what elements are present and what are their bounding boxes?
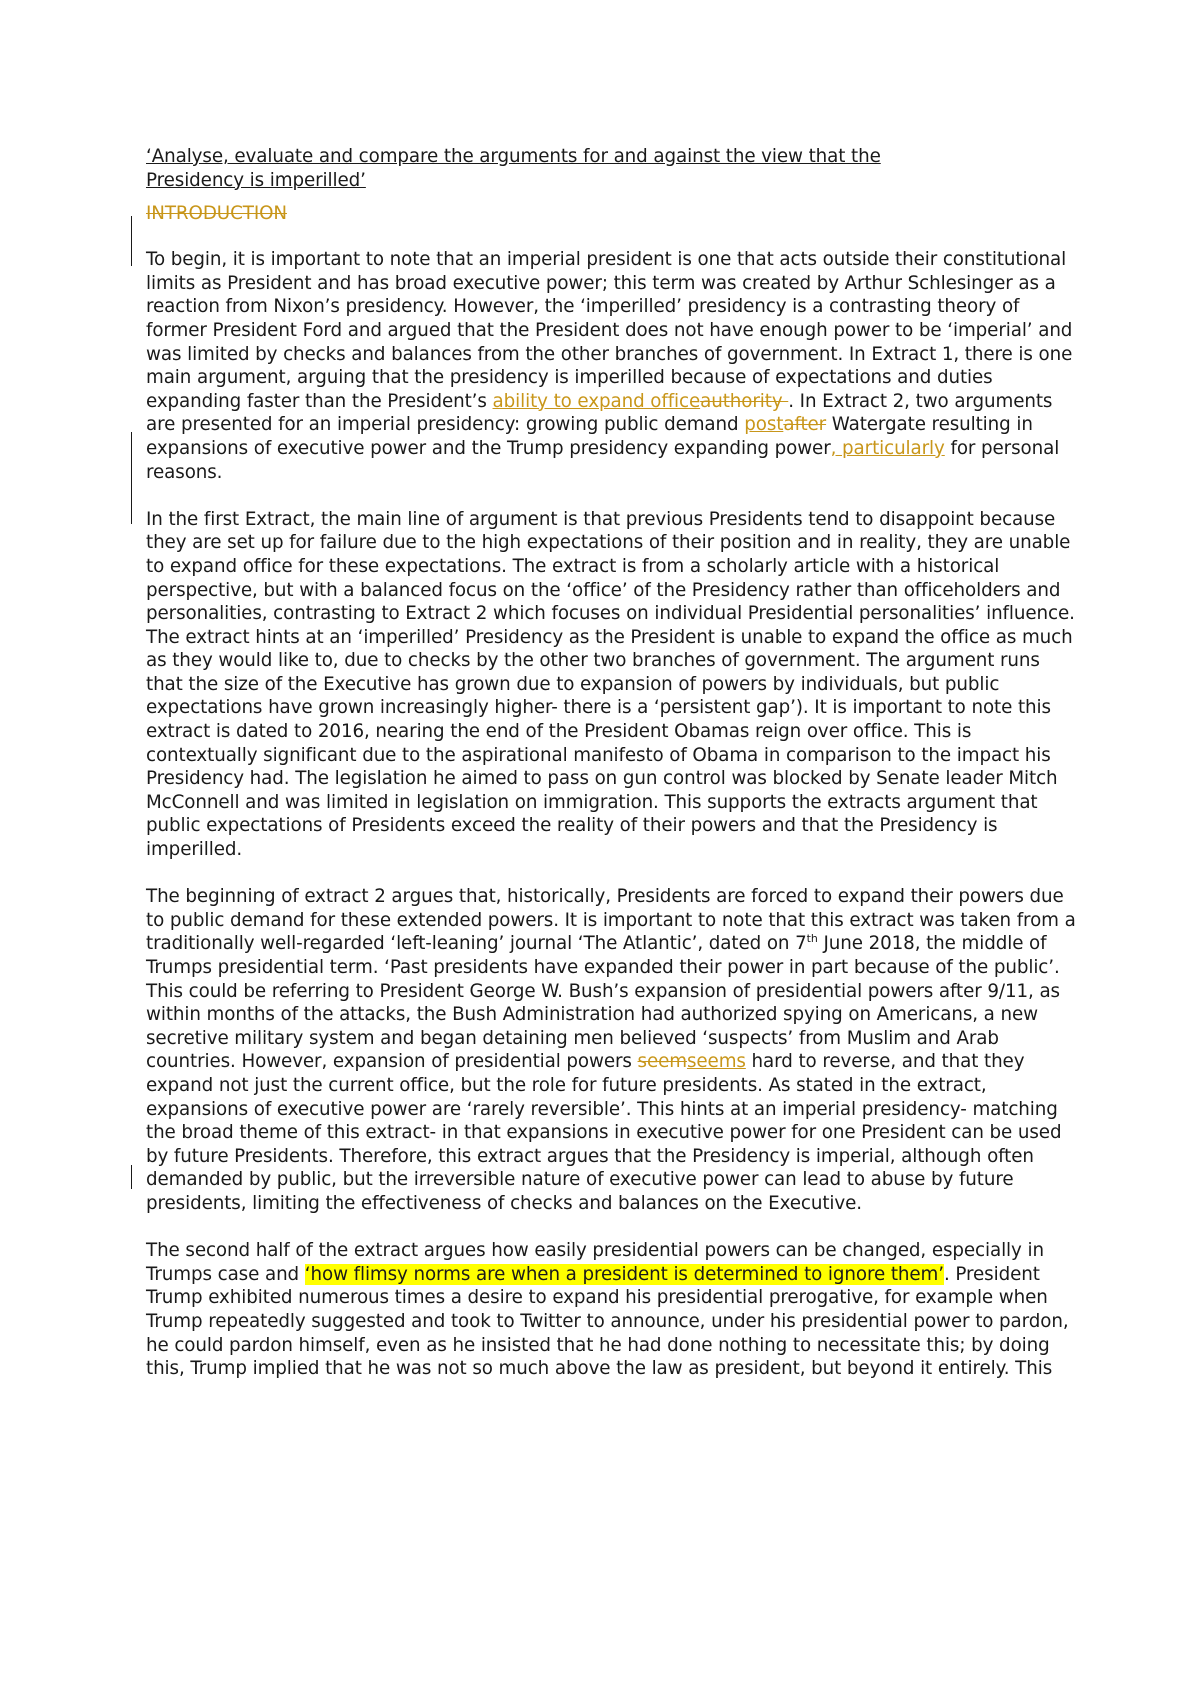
tracked-deletion: seem [637,1051,687,1073]
highlighted-quote: ‘how flimsy norms are when a president is determined to ignore them’ [304,1263,944,1285]
paragraph-extract-2-second-half: The second half of the extract argues how easily presidential powers can be changed, especially in Trumps case and ‘how flimsy norms are when a president is determined to ignore them’. President Trump exhibited numerous times a desire to expand his presidential prerogative, for example when Trump repeatedly suggested and took to Twitter to announce, under his presidential power to pardon, he could pardon himself, even as he insisted that he had done nothing to necessitate this; by doing this, Trump implied that he was not so much above the law as president, but beyond it entirely. This [146,1240,1069,1380]
tracked-insertion: seems [686,1051,746,1073]
tracked-deletion: after [783,414,827,436]
tracked-insertion: post [744,414,784,436]
change-bar-para3 [131,1165,132,1189]
deleted-heading: INTRODUCTION [146,203,287,225]
change-bar-heading [131,216,132,266]
essay-title [146,145,1076,192]
tracked-insertion: , particularly [830,437,945,459]
paragraph-introduction: To begin, it is important to note that an imperial president is one that acts outside their constitutional limits as President and has broad executive power; this term was created by Arthur Schlesinger as a reaction from Nixon’s presidency. However, the ‘imperilled’ presidency is a contrasting theory of former President Ford and argued that the President does not have enough power to be ‘imperial’ and was limited by checks and balances from the other branches of government. In Extract 1, there is one main argument, arguing that the presidency is imperilled because of expectations and duties expanding faster than the President’s ability to expand officeauthority . In Extract 2, two arguments are presented for an imperial presidency: growing public demand postafter Watergate resulting in expansions of executive power and the Trump presidency expanding power, particularly for personal reasons. [146,249,1073,483]
tracked-insertion: ability to expand office [492,390,701,412]
title-line-1: ‘Analyse, evaluate and compare the arguments for and against the view that the [146,146,881,167]
document-body [146,145,1076,1381]
paragraph-extract-2: The beginning of extract 2 argues that, historically, Presidents are forced to expand their powers due to public demand for these extended powers. It is important to note that this extract was taken from a traditionally well-regarded ‘left-leaning’ journal ‘The Atlantic’, dated on 7th June 2018, the middle of Trumps presidential term. ‘Past presidents have expanded their power in part because of the public’. This could be referring to President George W. Bush’s expansion of presidential powers after 9/11, as within months of the attacks, the Bush Administration had authorized spying on Americans, a new secretive military system and began detaining men believed ‘suspects’ from Muslim and Arab countries. However, expansion of presidential powers seemseems hard to reverse, and that they expand not just the current office, but the role for future presidents. As stated in the extract, expansions of executive power are ‘rarely reversible’. This hints at an imperial presidency- matching the broad theme of this extract- in that expansions in executive power for one President can be used by future Presidents. Therefore, this extract argues that the Presidency is imperial, although often demanded by public, but the irreversible nature of executive power can lead to abuse by future presidents, limiting the effectiveness of checks and balances on the Executive. [146,886,1076,1214]
tracked-deletion: authority [700,390,789,412]
paragraph-extract-1: In the first Extract, the main line of argument is that previous Presidents tend to disappoint because they are set up for failure due to the high expectations of their position and in reality, they are unable to expand office for these expectations. The extract is from a scholarly article with a historical perspective, but with a balanced focus on the ‘office’ of the Presidency rather than officeholders and personalities, contrasting to Extract 2 which focuses on individual Presidential personalities’ influence. The extract hints at an ‘imperilled’ Presidency as the President is unable to expand the office as much as they would like to, due to checks by the other two branches of government. The argument runs that the size of the Executive has grown due to expansion of powers by individuals, but public expectations have grown increasingly higher- there is a ‘persistent gap’). It is important to note this extract is dated to 2016, nearing the end of the President Obamas reign over office. This is contextually significant due to the aspirational manifesto of Obama in comparison to the impact his Presidency had. The legislation he aimed to pass on gun control was blocked by Senate leader Mitch McConnell and was limited in legislation on immigration. This supports the extracts argument that public expectations of Presidents exceed the reality of their powers and that the Presidency is imperilled. [146,508,1075,861]
change-bar-para1 [131,432,132,524]
title-line-2: Presidency is imperilled’ [146,169,366,191]
